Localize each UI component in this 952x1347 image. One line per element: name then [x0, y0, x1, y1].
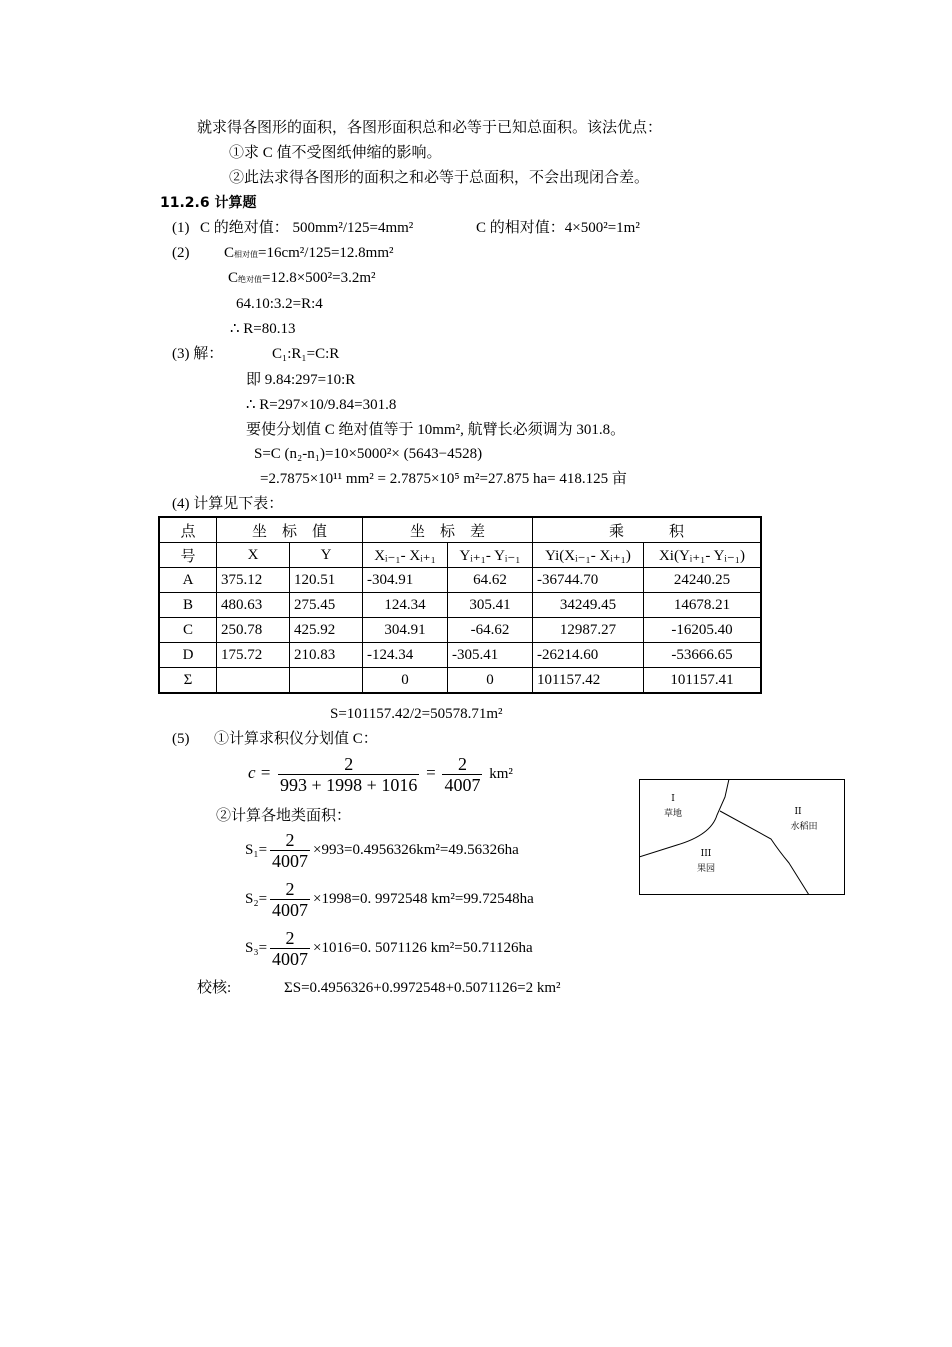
s2-rhs: ×1998=0. 9972548 km²=99.72548ha — [313, 890, 534, 907]
map-boundary-1 — [639, 779, 729, 857]
table-header-row — [159, 517, 761, 543]
cell-xprod: 101157.41 — [644, 668, 762, 694]
s1-denominator: 4007 — [272, 851, 309, 871]
q5-c-lhs: c = — [248, 762, 272, 782]
q5-c-numerator-1: 2 — [344, 754, 354, 774]
q5-line-1: ①计算求积仪分划值 C： — [214, 731, 378, 747]
s1-formula — [245, 830, 519, 871]
cell-point: C — [159, 618, 217, 643]
cell-y — [290, 668, 363, 694]
q4-result: S=101157.42/2=50578.71m² — [330, 706, 503, 722]
header-differences: 坐 标 差 — [363, 517, 533, 543]
q3-line-6: =2.7875×10¹¹ mm² = 2.7875×10⁵ m²=27.875 ha= 418.125 亩 — [260, 471, 627, 487]
cell-x: 375.12 — [217, 568, 290, 593]
cell-y: 120.51 — [290, 568, 363, 593]
cell-yprod: 34249.45 — [533, 593, 644, 618]
q5-line-2: ②计算各地类面积： — [216, 808, 352, 824]
q1-absolute: C 的绝对值： 500mm²/125=4mm² — [200, 220, 414, 236]
q3-line-2: 即 9.84:297=10:R — [246, 372, 356, 388]
q3-line-3: ∴ R=297×10/9.84=301.8 — [246, 397, 397, 413]
s2-denominator: 4007 — [272, 900, 309, 920]
q2-line-2-subscript: 绝对值 — [238, 275, 263, 284]
q2-line-3: 64.10:3.2=R:4 — [236, 296, 323, 312]
intro-line-2: ①求 C 值不受图纸伸缩的影响。 — [229, 145, 442, 161]
q5-c-denominator-1: 993 + 1998 + 1016 — [280, 775, 418, 795]
s1-rhs: ×993=0.4956326km²=49.56326ha — [313, 841, 519, 858]
check-label: 校核: — [197, 980, 232, 996]
cell-xdiff: -304.91 — [363, 568, 448, 593]
q3-number: (3) 解： — [172, 346, 224, 362]
cell-yprod: -36744.70 — [533, 568, 644, 593]
cell-point: B — [159, 593, 217, 618]
cell-xdiff: 124.34 — [363, 593, 448, 618]
cell-ydiff: 64.62 — [448, 568, 533, 593]
map-region-3-number: III — [700, 849, 712, 859]
q4-number: (4) 计算见下表： — [172, 496, 284, 512]
q1-number: (1) — [172, 220, 190, 236]
intro-line-1: 就求得各图形的面积，各图形面积总和必等于已知总面积。该法优点： — [197, 120, 663, 136]
table-row — [159, 568, 761, 593]
subheader-xprod: Xi(Yᵢ₊₁- Yᵢ₋₁) — [644, 543, 762, 568]
s1-lhs: S₁= — [245, 841, 268, 858]
cell-ydiff: -64.62 — [448, 618, 533, 643]
cell-y: 425.92 — [290, 618, 363, 643]
section-heading: 11.2.6 计算题 — [160, 195, 257, 211]
s3-lhs: S₃= — [245, 939, 268, 956]
q5-c-equals: = — [426, 762, 436, 782]
table-row — [159, 643, 761, 668]
map-region-1-number: I — [671, 794, 675, 804]
cell-point: A — [159, 568, 217, 593]
s3-formula — [245, 928, 533, 969]
s1-fraction — [270, 830, 310, 871]
q5-c-formula — [248, 754, 513, 795]
s2-lhs: S₂= — [245, 890, 268, 907]
q3-line-5: S=C (n₂-n₁)=10×5000²× (5643−4528) — [254, 446, 483, 462]
map-region-2-number: II — [794, 807, 802, 817]
subheader-y: Y — [290, 543, 363, 568]
header-point-1: 点 — [159, 517, 217, 543]
check-value: ΣS=0.4956326+0.9972548+0.5071126=2 km² — [284, 980, 561, 996]
cell-ydiff: 305.41 — [448, 593, 533, 618]
q5-c-fraction-2 — [442, 754, 482, 795]
header-point-2: 号 — [159, 543, 217, 568]
cell-ydiff: 0 — [448, 668, 533, 694]
table-row — [159, 618, 761, 643]
subheader-yprod: Yi(Xᵢ₋₁- Xᵢ₊₁) — [533, 543, 644, 568]
q2-line-2 — [228, 268, 376, 290]
s1-numerator: 2 — [285, 830, 295, 850]
q3-line-1: C₁:R₁=C:R — [272, 346, 340, 362]
subheader-x: X — [217, 543, 290, 568]
cell-y: 275.45 — [290, 593, 363, 618]
q2-line-1-subscript: 相对值 — [234, 250, 259, 259]
cell-xdiff: 304.91 — [363, 618, 448, 643]
cell-xprod: 24240.25 — [644, 568, 762, 593]
s3-fraction — [270, 928, 310, 969]
land-type-map — [639, 779, 845, 895]
q5-c-denominator-2: 4007 — [444, 775, 481, 795]
header-coordinates: 坐 标 值 — [217, 517, 363, 543]
table-row — [159, 593, 761, 618]
q5-number: (5) — [172, 731, 190, 747]
q2-number: (2) — [172, 245, 190, 261]
cell-yprod: 101157.42 — [533, 668, 644, 694]
cell-yprod: -26214.60 — [533, 643, 644, 668]
q3-line-4: 要使分划值 C 绝对值等于 10mm², 航臂长必须调为 301.8。 — [246, 422, 626, 438]
q5-c-unit: km² — [489, 765, 513, 782]
cell-x — [217, 668, 290, 694]
cell-xprod: 14678.21 — [644, 593, 762, 618]
subheader-xdiff: Xᵢ₋₁- Xᵢ₊₁ — [363, 543, 448, 568]
cell-y: 210.83 — [290, 643, 363, 668]
q2-line-1 — [224, 243, 394, 265]
cell-xdiff: -124.34 — [363, 643, 448, 668]
q2-line-1-c: C — [224, 245, 235, 261]
calculation-table — [158, 516, 762, 694]
q2-line-1-value: =16cm²/125=12.8mm² — [258, 245, 394, 261]
q5-c-fraction-1 — [278, 754, 419, 795]
table-sum-row — [159, 668, 761, 694]
cell-xprod: -53666.65 — [644, 643, 762, 668]
subheader-ydiff: Yᵢ₊₁- Yᵢ₋₁ — [448, 543, 533, 568]
table-subheader-row — [159, 543, 761, 568]
map-region-1-name: 草地 — [663, 809, 683, 819]
cell-point: D — [159, 643, 217, 668]
q2-line-2-value: =12.8×500²=3.2m² — [262, 270, 376, 286]
q1-relative: C 的相对值：4×500²=1m² — [476, 220, 640, 236]
cell-xprod: -16205.40 — [644, 618, 762, 643]
s2-numerator: 2 — [285, 879, 295, 899]
cell-x: 175.72 — [217, 643, 290, 668]
intro-line-3: ②此法求得各图形的面积之和必等于总面积，不会出现闭合差。 — [229, 170, 650, 186]
q2-line-4: ∴ R=80.13 — [230, 321, 296, 337]
cell-ydiff: -305.41 — [448, 643, 533, 668]
cell-xdiff: 0 — [363, 668, 448, 694]
q2-line-2-c: C — [228, 270, 239, 286]
s2-formula — [245, 879, 534, 920]
cell-x: 480.63 — [217, 593, 290, 618]
s3-numerator: 2 — [285, 928, 295, 948]
cell-yprod: 12987.27 — [533, 618, 644, 643]
cell-sigma: Σ — [159, 668, 217, 694]
s3-rhs: ×1016=0. 5071126 km²=50.71126ha — [313, 939, 533, 956]
s3-denominator: 4007 — [272, 949, 309, 969]
q5-c-numerator-2: 2 — [457, 754, 467, 774]
s2-fraction — [270, 879, 310, 920]
map-region-3-name: 果园 — [696, 864, 716, 874]
header-products: 乘 积 — [533, 517, 762, 543]
cell-x: 250.78 — [217, 618, 290, 643]
map-region-2-name: 水稻田 — [790, 822, 818, 832]
